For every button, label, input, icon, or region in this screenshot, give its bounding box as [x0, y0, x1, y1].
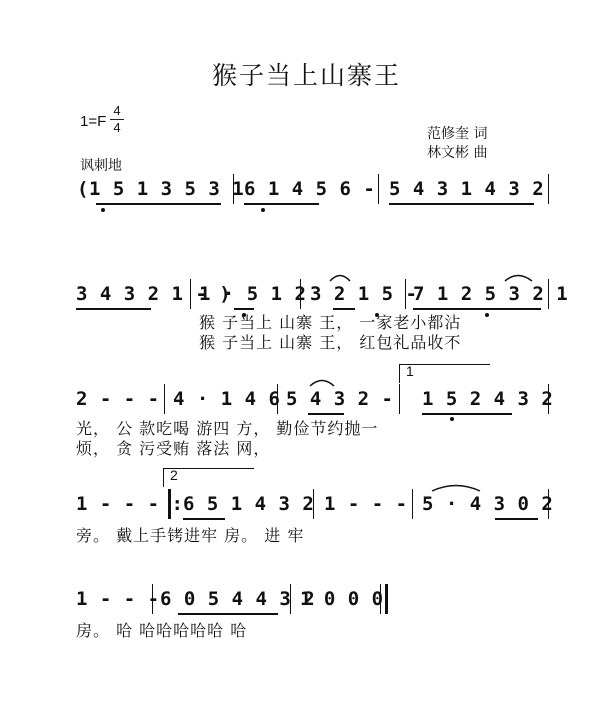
volta-2-number: 2: [170, 467, 178, 483]
measure-notes: 6 1 4 5 6 -: [244, 178, 376, 200]
time-signature-bottom: 4: [113, 120, 121, 135]
measure-notes: 3 4 3 2 1 - ): [76, 283, 232, 305]
measure-notes: 1 · 5 1 2: [199, 283, 307, 305]
measure-notes: 1 0 0 0: [300, 588, 384, 610]
measure-notes: (1 5 1 3 5 3 1: [77, 178, 245, 200]
time-signature-top: 4: [113, 103, 121, 118]
lyricist-credit: 范修奎 词: [427, 126, 488, 142]
lyrics-verse-2: 烦， 贪 污受贿 落法 网，: [76, 439, 271, 458]
measure-notes: 6 5 1 4 3 2: [183, 493, 315, 515]
measure-notes: 5 4 3 1 4 3 2: [389, 178, 545, 200]
measure-notes: 7 1 2 5 3 2 1: [413, 283, 569, 305]
measure-notes: 4 · 1 4 6: [173, 388, 281, 410]
song-title: 猴子当上山寨王: [211, 61, 401, 90]
measure-notes: 6 0 5 4 4 3 2: [160, 588, 316, 610]
lyrics-verse-1: 房。 哈 哈哈哈哈哈 哈: [76, 621, 248, 640]
measure-notes: 3 2 1 5 -: [310, 283, 418, 305]
volta-1-number: 1: [406, 363, 414, 379]
composer-credit: 林文彬 曲: [427, 145, 488, 161]
lyrics-verse-1: 光， 公 款吃喝 游四 方， 勤俭节约抛一: [76, 419, 379, 438]
lyrics-verse-1: 猴 子当上 山寨 王， 一家老小都沾: [199, 313, 462, 332]
measure-notes: 1 - - -: [324, 493, 408, 515]
tempo-marking: 讽刺地: [80, 158, 122, 174]
measure-notes: 1 - - -: [76, 588, 160, 610]
measure-notes: 1 - - - :: [76, 493, 184, 515]
measure-notes: 5 4 3 2 -: [286, 388, 394, 410]
key-signature: 1=F: [80, 113, 107, 130]
measure-notes: 2 - - -: [76, 388, 160, 410]
measure-notes: 5 · 4 3 0 2: [422, 493, 554, 515]
lyrics-verse-1: 旁。 戴上手铐进牢 房。 进 牢: [76, 526, 305, 545]
lyrics-verse-2: 猴 子当上 山寨 王， 红包礼品收不: [199, 333, 462, 352]
measure-notes: 1 5 2 4 3 2: [422, 388, 554, 410]
